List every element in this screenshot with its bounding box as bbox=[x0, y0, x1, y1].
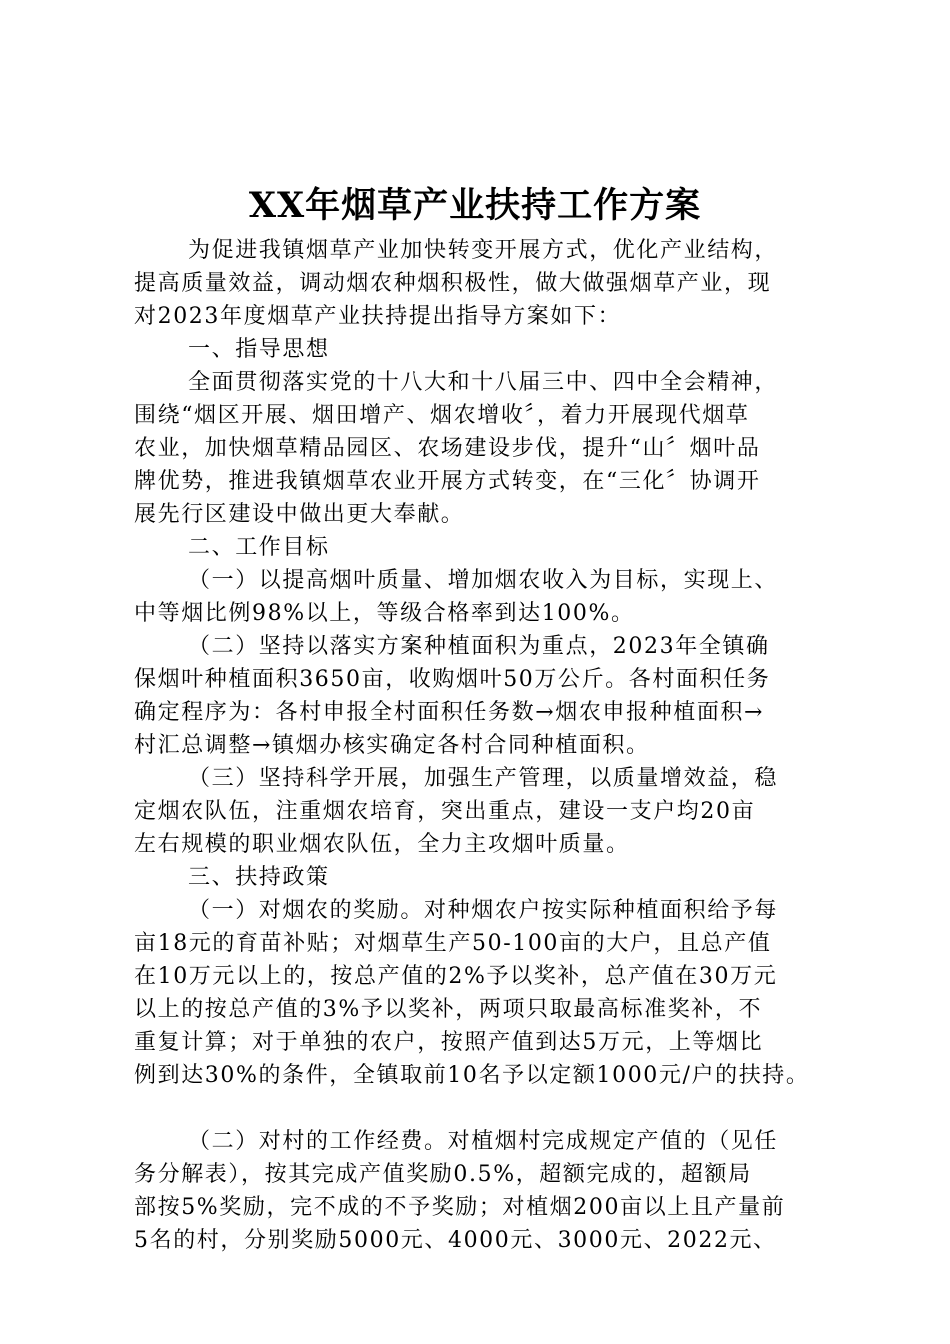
text-line: （三）坚持科学开展，加强生产管理，以质量增效益，稳 bbox=[188, 766, 779, 791]
text-line: 5名的村，分别奖励5000元、4000元、3000元、2022元、 bbox=[134, 1228, 777, 1253]
text-line: 亩18元的育苗补贴；对烟草生产50-100亩的大户，且总产值 bbox=[134, 931, 772, 956]
document-body bbox=[134, 234, 834, 1257]
text-line: 全面贯彻落实党的十八大和十八届三中、四中全会精神， bbox=[188, 370, 779, 395]
blank-line bbox=[134, 1092, 834, 1125]
text-line: 为促进我镇烟草产业加快转变开展方式，优化产业结构， bbox=[188, 238, 779, 263]
document-title: XX年烟草产业扶持工作方案 bbox=[248, 185, 702, 226]
text-line: 农业，加快烟草精品园区、农场建设步伐，提升“山〞烟叶品 bbox=[134, 436, 761, 461]
text-line: 二、工作目标 bbox=[188, 535, 330, 560]
text-line: 提高质量效益，调动烟农种烟积极性，做大做强烟草产业，现 bbox=[134, 271, 772, 296]
text-line: 重复计算；对于单独的农户，按照产值到达5万元，上等烟比 bbox=[134, 1030, 764, 1055]
text-line: 中等烟比例98%以上，等级合格率到达100%。 bbox=[134, 601, 635, 626]
text-line: 以上的按总产值的3%予以奖补，两项只取最高标准奖补，不 bbox=[134, 997, 763, 1022]
text-line: 例到达30%的条件，全镇取前10名予以定额1000元/户的扶持。 bbox=[134, 1063, 810, 1088]
text-line: （一）以提高烟叶质量、增加烟农收入为目标，实现上、 bbox=[188, 568, 779, 593]
text-line: 对2023年度烟草产业扶持提出指导方案如下： bbox=[134, 304, 622, 329]
text-line: 展先行区建设中做出更大奉献。 bbox=[134, 502, 465, 527]
text-line: 确定程序为：各村申报全村面积任务数→烟农申报种植面积→ bbox=[134, 700, 765, 725]
text-line: 保烟叶种植面积3650亩，收购烟叶50万公斤。各村面积任务 bbox=[134, 667, 771, 692]
text-line: （二）对村的工作经费。对植烟村完成规定产值的（见任 bbox=[188, 1129, 779, 1154]
text-line: 一、指导思想 bbox=[188, 337, 330, 362]
text-line: 村汇总调整→镇烟办核实确定各村合同种植面积。 bbox=[134, 733, 650, 758]
text-line: （一）对烟农的奖励。对种烟农户按实际种植面积给予每 bbox=[188, 898, 779, 923]
text-line: 三、扶持政策 bbox=[188, 865, 330, 890]
text-line: 部按5%奖励，完不成的不予奖励；对植烟200亩以上且产量前 bbox=[134, 1195, 786, 1220]
text-line: 定烟农队伍，注重烟农培育，突出重点，建设一支户均20亩 bbox=[134, 799, 756, 824]
text-line: （二）坚持以落实方案种植面积为重点，2023年全镇确 bbox=[188, 634, 770, 659]
text-line: 左右规模的职业烟农队伍，全力主攻烟叶质量。 bbox=[134, 832, 630, 857]
text-line: 务分解表），按其完成产值奖励0.5%，超额完成的，超额局 bbox=[134, 1162, 752, 1187]
text-line: 围绕“烟区开展、烟田增产、烟农增收〞，着力开展现代烟草 bbox=[134, 403, 750, 428]
text-line: 牌优势，推进我镇烟草农业开展方式转变，在“三化〞协调开 bbox=[134, 469, 761, 494]
text-line: 在10万元以上的，按总产值的2%予以奖补，总产值在30万元 bbox=[134, 964, 778, 989]
